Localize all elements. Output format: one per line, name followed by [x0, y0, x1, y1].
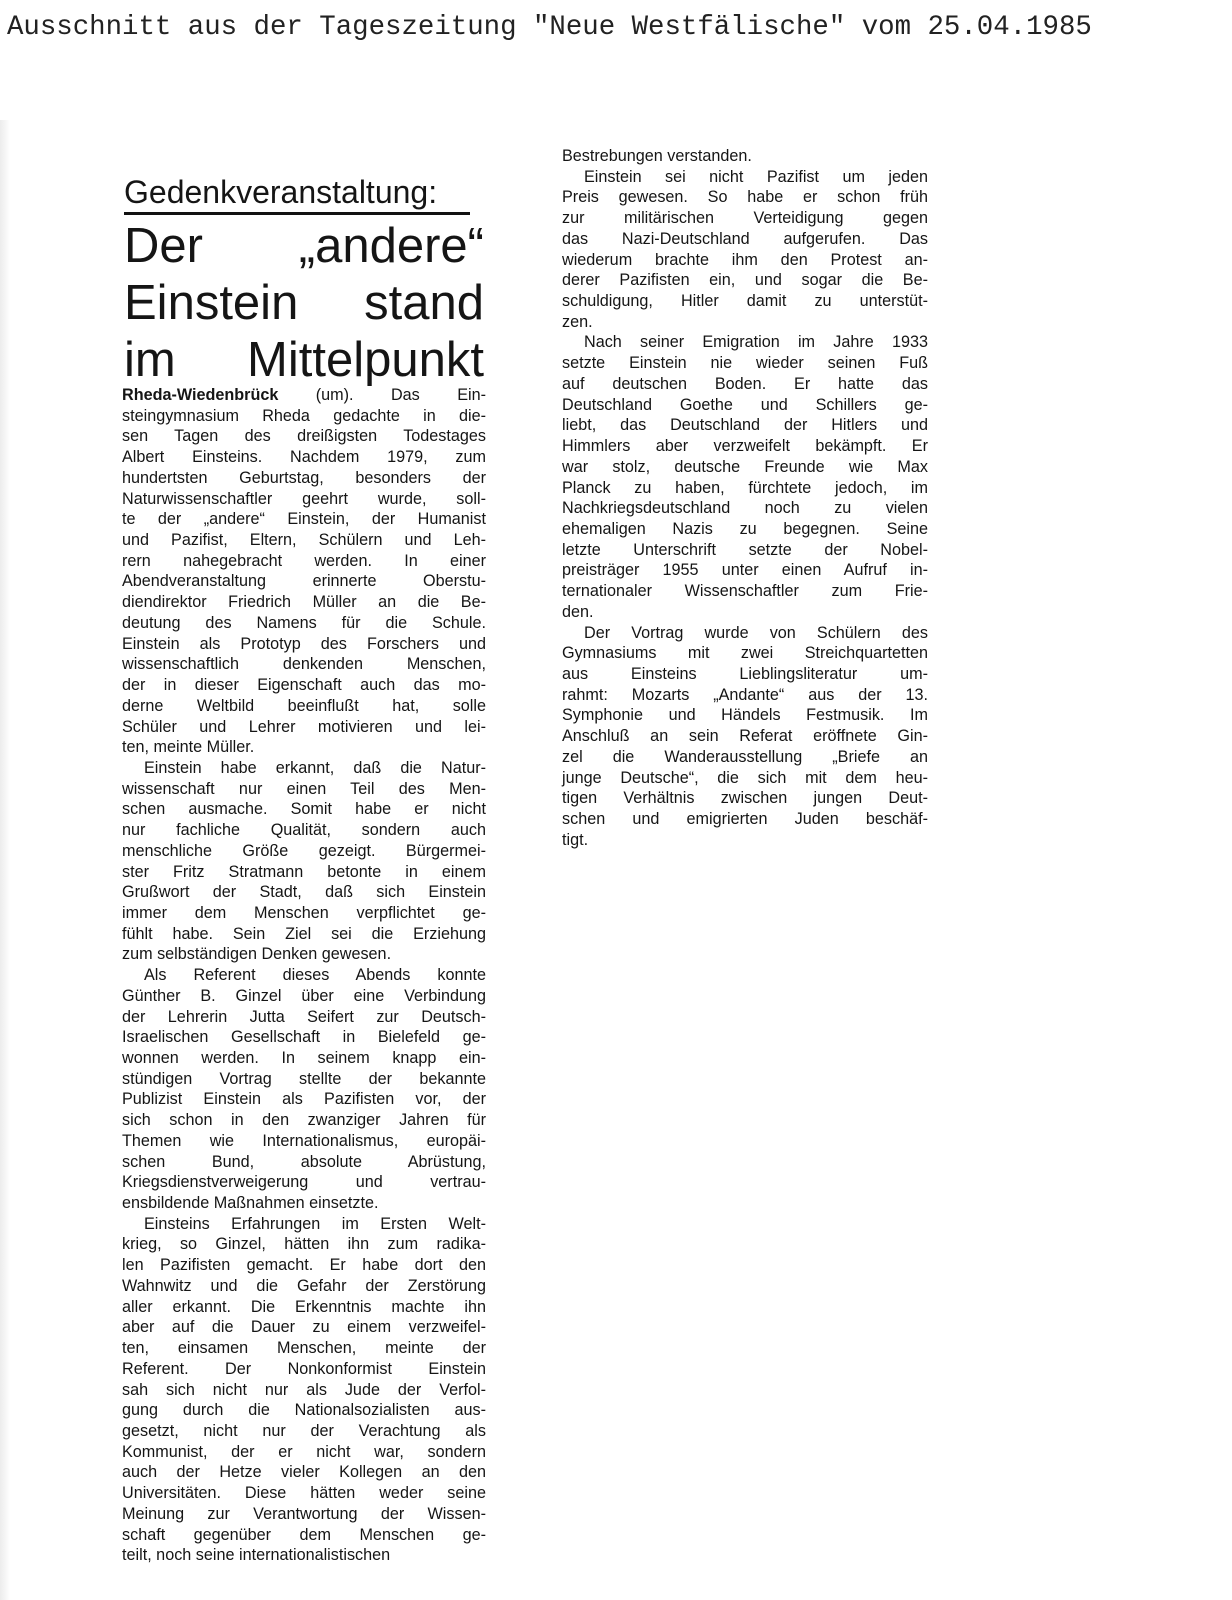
- article-text-line: Universitäten. Diese hätten weder seine: [122, 1484, 486, 1503]
- article-text-line: zen.: [562, 312, 593, 331]
- article-text-line: nur fachliche Qualität, sondern auch: [122, 821, 486, 840]
- article-text-line: stündigen Vortrag stellte der bekannte: [122, 1069, 486, 1088]
- article-text-line: rahmt: Mozarts „Andante“ aus der 13.: [562, 685, 928, 704]
- article-text-line: Anschluß an sein Referat eröffnete Gin-: [562, 727, 928, 746]
- article-text-line: ten, einsamen Menschen, meinte der: [122, 1339, 486, 1358]
- article-text-line: aus Einsteins Lieblingsliteratur um-: [562, 664, 928, 683]
- article-text-line: Planck zu haben, fürchtete jedoch, im: [562, 478, 928, 497]
- article-text-line: und Pazifist, Eltern, Schülern und Leh-: [122, 531, 486, 550]
- article-text-line: Kommunist, der er nicht war, sondern: [122, 1442, 486, 1461]
- article-text-line: Einstein als Prototyp des Forschers und: [122, 634, 486, 653]
- article-text-line: fühlt habe. Sein Ziel sei die Erziehung: [122, 924, 486, 943]
- article-text-line: junge Deutsche“, die sich mit dem heu-: [562, 768, 928, 787]
- headline-line: im Mittelpunkt: [124, 333, 484, 387]
- article-text-line: immer dem Menschen verpflichtet ge-: [122, 903, 486, 922]
- article-text-line: Naturwissenschaftler geehrt wurde, soll-: [122, 489, 486, 508]
- article-text-line: aber auf die Dauer zu einem verzweifel-: [122, 1318, 486, 1337]
- article-text-line: teilt, noch seine internationalistischen: [122, 1546, 391, 1565]
- article-text-line: Israelischen Gesellschaft in Bielefeld ge-: [122, 1028, 486, 1047]
- article-dateline: Rheda-Wiedenbrück: [122, 386, 279, 404]
- article-text-line: Abendveranstaltung erinnerte Oberstu-: [122, 572, 486, 591]
- article-text-line: Himmlers aber verzweifelt bekämpft. Er: [562, 437, 928, 456]
- article-text-line: len Pazifisten gemacht. Er habe dort den: [122, 1256, 486, 1275]
- article-text-line: ehemaligen Nazis zu begegnen. Seine: [562, 519, 928, 538]
- article-column-2: [562, 146, 928, 850]
- article-text-line: wiederum brachte ihm den Protest an-: [562, 250, 928, 269]
- article-text-line: gesetzt, nicht nur der Verachtung als: [122, 1421, 486, 1440]
- article-text-line: hundertsten Geburtstag, besonders der: [122, 468, 486, 487]
- article-text-line: sen Tagen des dreißigsten Todestages: [122, 427, 486, 446]
- article-text-line: wissenschaftlich denkenden Menschen,: [122, 655, 486, 674]
- article-text-line: zel die Wanderausstellung „Briefe an: [562, 747, 928, 766]
- headline-line: Der „andere“: [124, 219, 484, 273]
- article-text-line: auf deutschen Boden. Er hatte das: [562, 374, 928, 393]
- article-text-line: krieg, so Ginzel, hätten ihn zum radika-: [122, 1235, 486, 1254]
- article-text-line: wissenschaft nur einen Teil des Men-: [122, 779, 486, 798]
- article-text-line: Grußwort der Stadt, daß sich Einstein: [122, 883, 486, 902]
- article-text-line: schaft gegenüber dem Menschen ge-: [122, 1525, 486, 1544]
- headline-line: Einstein stand: [124, 276, 484, 330]
- article-text-line: diendirektor Friedrich Müller an die Be-: [122, 593, 486, 612]
- article-text-line: derne Weltbild beeinflußt hat, solle: [122, 696, 486, 715]
- article-column-1: [122, 385, 486, 1566]
- article-text-line: setzte Einstein nie wieder seinen Fuß: [562, 354, 928, 373]
- article-text-line: Wahnwitz und die Gefahr der Zerstörung: [122, 1276, 486, 1295]
- article-text-line: Rheda-Wiedenbrück (um). Das Ein-: [122, 386, 486, 404]
- article-text-line: Als Referent dieses Abends konnte: [144, 966, 486, 985]
- article-text-line: schen Bund, absolute Abrüstung,: [122, 1152, 486, 1171]
- article-text-line: Kriegsdienstverweigerung und vertrau-: [122, 1173, 486, 1192]
- article-text-line: menschliche Größe gezeigt. Bürgermei-: [122, 841, 486, 860]
- article-text-line: ensbildende Maßnahmen einsetzte.: [122, 1194, 379, 1213]
- article-text-line: war stolz, deutsche Freunde wie Max: [562, 457, 928, 476]
- article-text-line: ten, meinte Müller.: [122, 738, 255, 757]
- article-text-line: zur militärischen Verteidigung gegen: [562, 209, 928, 228]
- article-text-line: zum selbständigen Denken gewesen.: [122, 945, 392, 964]
- article-text-line: derer Pazifisten ein, und sogar die Be-: [562, 271, 928, 290]
- article-text-line: Einstein habe erkannt, daß die Natur-: [144, 758, 486, 777]
- article-text-line: schen und emigrierten Juden beschäf-: [562, 810, 928, 828]
- article-text-line: Referent. Der Nonkonformist Einstein: [122, 1359, 486, 1378]
- article-text-line: der Lehrerin Jutta Seifert zur Deutsch-: [122, 1007, 486, 1026]
- article-text-line: Nach seiner Emigration im Jahre 1933: [584, 333, 928, 352]
- article-text-line: tigen Verhältnis zwischen jungen Deut-: [562, 789, 928, 808]
- article-text-line: tigt.: [562, 830, 589, 849]
- article-text-line: Einstein sei nicht Pazifist um jeden: [584, 167, 928, 186]
- article-text-line: schuldigung, Hitler damit zu unterstüt-: [562, 292, 928, 311]
- article-text-line: steingymnasium Rheda gedachte in die-: [122, 406, 486, 425]
- article-text-line: Preis gewesen. So habe er schon früh: [562, 188, 928, 207]
- article-text-line: Einsteins Erfahrungen im Ersten Welt-: [144, 1214, 486, 1233]
- article-text-line: sich schon in den zwanziger Jahren für: [122, 1111, 486, 1130]
- article-text-line: ternationaler Wissenschaftler zum Frie-: [562, 582, 928, 601]
- article-text-line: te der „andere“ Einstein, der Humanist: [122, 510, 486, 529]
- article-text-line: ster Fritz Stratmann betonte in einem: [122, 862, 486, 881]
- article-text-line: das Nazi-Deutschland aufgerufen. Das: [562, 229, 928, 248]
- article-text-line: Symphonie und Händels Festmusik. Im: [562, 706, 928, 725]
- article-text-line: Der Vortrag wurde von Schülern des: [584, 623, 928, 642]
- article-headline: [124, 218, 484, 389]
- article-text-line: schen ausmache. Somit habe er nicht: [122, 800, 486, 819]
- article-text-line: wonnen werden. In seinem knapp ein-: [122, 1049, 486, 1067]
- article-text-line: Themen wie Internationalismus, europäi-: [122, 1131, 486, 1150]
- article-text-line: aller erkannt. Die Erkenntnis machte ihn: [122, 1297, 486, 1316]
- article-text-line: Günther B. Ginzel über eine Verbindung: [122, 986, 486, 1005]
- article-kicker: Gedenkveranstaltung:: [124, 174, 438, 210]
- article-text-line: den.: [562, 602, 594, 621]
- article-text-line: Meinung zur Verantwortung der Wissen-: [122, 1504, 486, 1523]
- article-text-line: preisträger 1955 unter einen Aufruf in-: [562, 561, 928, 580]
- clipping-caption: Ausschnitt aus der Tageszeitung "Neue Westfälische" vom 25.04.1985: [7, 12, 1092, 43]
- article-text-line: Schüler und Lehrer motivieren und lei-: [122, 717, 486, 736]
- article-text-line: deutung des Namens für die Schule.: [122, 613, 486, 632]
- article-text-line: sah sich nicht nur als Jude der Verfol-: [122, 1380, 486, 1399]
- article-text-line: Nachkriegsdeutschland noch zu vielen: [562, 499, 928, 518]
- article-text-line: letzte Unterschrift setzte der Nobel-: [562, 540, 928, 559]
- article-text-line: auch der Hetze vieler Kollegen an den: [122, 1463, 486, 1482]
- article-text-line: Albert Einsteins. Nachdem 1979, zum: [122, 448, 486, 467]
- article-text-line: Gymnasiums mit zwei Streichquartetten: [562, 644, 928, 663]
- article-text-line: Bestrebungen verstanden.: [562, 147, 752, 165]
- article-text-line: liebt, das Deutschland der Hitlers und: [562, 416, 928, 435]
- article-text-line: der in dieser Eigenschaft auch das mo-: [122, 676, 486, 695]
- article-text-line: rern nahegebracht werden. In einer: [122, 551, 486, 570]
- article-text-line: Publizist Einstein als Pazifisten vor, der: [122, 1090, 486, 1109]
- article-text-line: Deutschland Goethe und Schillers ge-: [562, 395, 928, 414]
- article-text-line: gung durch die Nationalsozialisten aus-: [122, 1401, 486, 1420]
- kicker-underline: [124, 212, 470, 215]
